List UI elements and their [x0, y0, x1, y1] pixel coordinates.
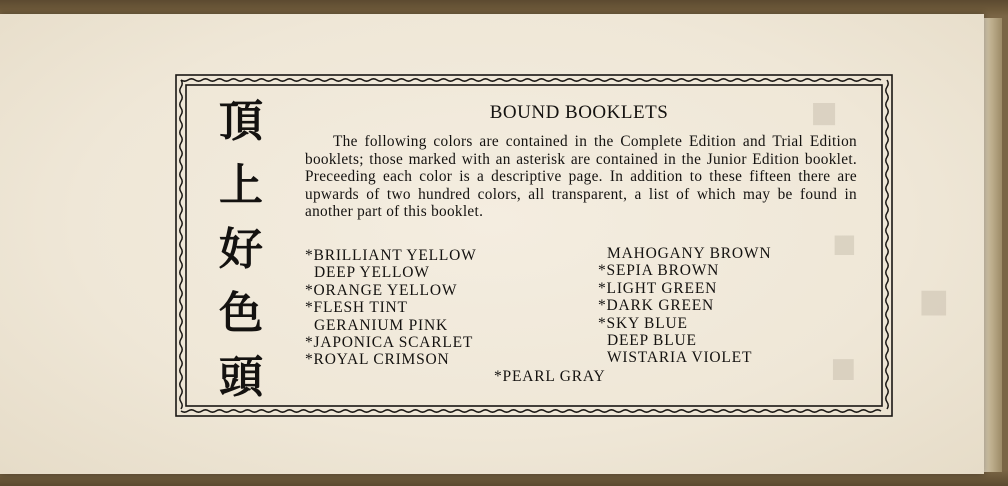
color-list-item: MAHOGANY BROWN: [607, 245, 772, 262]
color-list-item: DEEP YELLOW: [314, 264, 430, 282]
color-list-item: *JAPONICA SCARLET: [305, 334, 474, 352]
color-list-item: *ORANGE YELLOW: [305, 281, 458, 299]
chinese-character: 色: [219, 288, 263, 339]
color-list-item: *SKY BLUE: [598, 314, 688, 332]
color-list-item: *LIGHT GREEN: [598, 279, 718, 297]
color-list-item: GERANIUM PINK: [314, 316, 448, 334]
bleed-through-mark: ◼: [810, 92, 839, 132]
color-list-item-final: *PEARL GRAY: [494, 368, 606, 385]
bleed-through-mark: ◼: [918, 278, 950, 322]
color-list-item: *DARK GREEN: [598, 297, 715, 315]
bleed-through-mark: ◼: [830, 348, 857, 386]
color-list-left: [305, 247, 477, 369]
color-list-right: [598, 245, 771, 367]
description-paragraph: The following colors are contained in the Complete Edition and Trial Edition booklets; those marked with an asterisk are contained in the Junior Edition booklet. Preceeding each color is a descriptive page. In addition to these fifteen there are upwards of two hundred colors, all transparent, a list of which may be found in another part of this booklet.: [305, 133, 857, 220]
section-heading: BOUND BOOKLETS: [489, 102, 669, 123]
color-list-item: *SEPIA BROWN: [598, 262, 720, 280]
chinese-character: 好: [219, 224, 263, 275]
color-list-item: WISTARIA VIOLET: [607, 349, 753, 367]
bleed-through-mark: ◼: [832, 226, 857, 261]
chinese-character-column: [196, 96, 286, 403]
color-list-item: *FLESH TINT: [305, 299, 408, 317]
chinese-character: 頂: [219, 96, 263, 147]
chinese-character: 上: [219, 160, 263, 211]
page-edge: [984, 18, 1002, 472]
color-list-item: *ROYAL CRIMSON: [305, 351, 450, 369]
chinese-character: 頭: [219, 352, 263, 403]
color-list-item: DEEP BLUE: [607, 332, 697, 350]
color-list-item: *BRILLIANT YELLOW: [305, 247, 477, 264]
